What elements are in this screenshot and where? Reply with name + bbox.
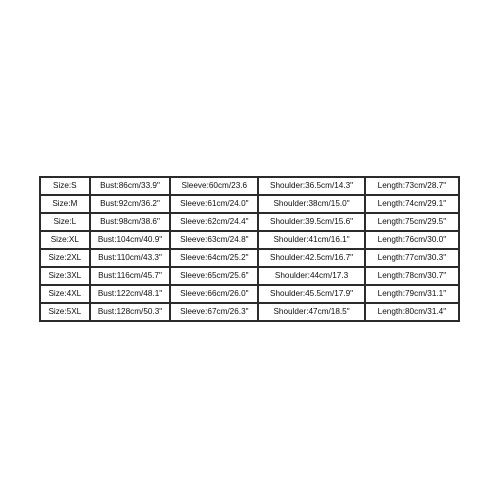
- length-cell: Length:74cm/29.1": [365, 195, 459, 213]
- bust-cell: Bust:86cm/33.9": [90, 177, 171, 195]
- sleeve-cell: Sleeve:60cm/23.6: [170, 177, 258, 195]
- shoulder-cell: Shoulder:38cm/15.0": [258, 195, 365, 213]
- size-cell: Size:4XL: [40, 285, 90, 303]
- bust-cell: Bust:98cm/38.6": [90, 213, 171, 231]
- shoulder-cell: Shoulder:41cm/16.1": [258, 231, 365, 249]
- shoulder-cell: Shoulder:47cm/18.5": [258, 303, 365, 321]
- length-cell: Length:73cm/28.7": [365, 177, 459, 195]
- shoulder-cell: Shoulder:42.5cm/16.7": [258, 249, 365, 267]
- bust-cell: Bust:104cm/40.9": [90, 231, 171, 249]
- size-cell: Size:2XL: [40, 249, 90, 267]
- length-cell: Length:75cm/29.5": [365, 213, 459, 231]
- size-cell: Size:XL: [40, 231, 90, 249]
- size-cell: Size:M: [40, 195, 90, 213]
- sleeve-cell: Sleeve:67cm/26.3": [170, 303, 258, 321]
- size-cell: Size:5XL: [40, 303, 90, 321]
- size-cell: Size:L: [40, 213, 90, 231]
- table-row: [40, 285, 459, 303]
- length-cell: Length:80cm/31.4": [365, 303, 459, 321]
- length-cell: Length:78cm/30.7": [365, 267, 459, 285]
- shoulder-cell: Shoulder:39.5cm/15.6": [258, 213, 365, 231]
- size-chart-table: [39, 176, 460, 322]
- sleeve-cell: Sleeve:61cm/24.0": [170, 195, 258, 213]
- bust-cell: Bust:116cm/45.7": [90, 267, 171, 285]
- sleeve-cell: Sleeve:64cm/25.2": [170, 249, 258, 267]
- bust-cell: Bust:92cm/36.2": [90, 195, 171, 213]
- table-row: [40, 177, 459, 195]
- bust-cell: Bust:128cm/50.3": [90, 303, 171, 321]
- shoulder-cell: Shoulder:36.5cm/14.3": [258, 177, 365, 195]
- length-cell: Length:77cm/30.3": [365, 249, 459, 267]
- sleeve-cell: Sleeve:66cm/26.0": [170, 285, 258, 303]
- length-cell: Length:76cm/30.0": [365, 231, 459, 249]
- size-cell: Size:S: [40, 177, 90, 195]
- size-cell: Size:3XL: [40, 267, 90, 285]
- sleeve-cell: Sleeve:62cm/24.4": [170, 213, 258, 231]
- sleeve-cell: Sleeve:65cm/25.6": [170, 267, 258, 285]
- table-row: [40, 303, 459, 321]
- bust-cell: Bust:122cm/48.1": [90, 285, 171, 303]
- bust-cell: Bust:110cm/43.3": [90, 249, 171, 267]
- shoulder-cell: Shoulder:45.5cm/17.9": [258, 285, 365, 303]
- table-row: [40, 213, 459, 231]
- sleeve-cell: Sleeve:63cm/24.8": [170, 231, 258, 249]
- length-cell: Length:79cm/31.1": [365, 285, 459, 303]
- table-row: [40, 195, 459, 213]
- shoulder-cell: Shoulder:44cm/17.3: [258, 267, 365, 285]
- table-row: [40, 231, 459, 249]
- table-row: [40, 249, 459, 267]
- table-row: [40, 267, 459, 285]
